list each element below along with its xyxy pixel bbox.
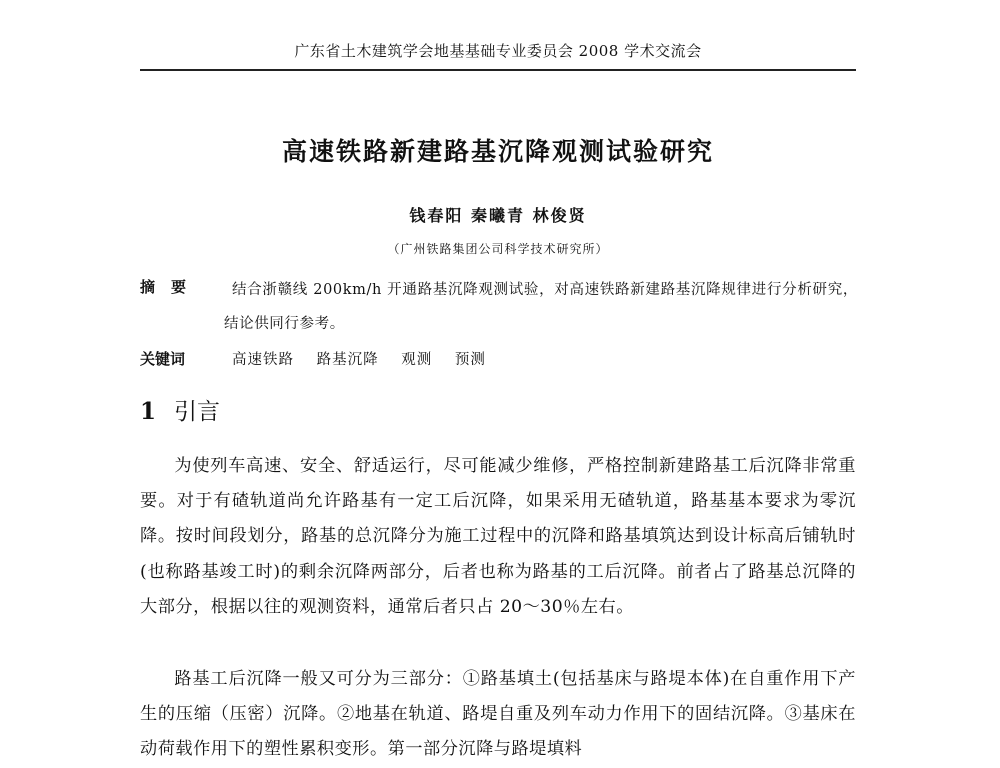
section-heading [140,393,220,426]
body-paragraph: 为使列车高速、安全、舒适运行，尽可能减少维修，严格控制新建路基工后沉降非常重要。对于有碴轨道尚允许路基有一定工后沉降，如果采用无碴轨道，路基基本要求为零沉降。按时间段划分，路基的总沉降分为施工过程中的沉降和路基填筑达到设计标高后铺轨时(也称路基竣工时)的剩余沉降两部分，后者也称为路基的工后沉降。前者占了路基总沉降的大部分，根据以往的观测资料，通常后者只占 20～30％左右。 [140,456,856,617]
section-title: 引言 [174,399,221,425]
abstract-label: 摘要 [140,278,203,296]
affiliation: （广州铁路集团公司科学技术研究所） [387,242,609,256]
author-list: 钱春阳 秦曦青 林俊贤 [409,206,587,225]
paper-title: 高速铁路新建路基沉降观测试验研究 [281,137,714,166]
keywords-label: 关键词 [140,350,186,368]
body-paragraph: 路基工后沉降一般又可分为三部分：①路基填土(包括基床与路堤本体)在自重作用下产生的压缩（压密）沉降。②地基在轨道、路堤自重及列车动力作用下的固结沉降。③基床在动荷载作用下的塑性累积变形。第一部分沉降与路堤填料 [140,669,856,760]
keyword-item: 路基沉降 [316,352,379,368]
keyword-item: 高速铁路 [232,352,294,368]
abstract-text: 结合浙赣线 200km/h 开通路基沉降观测试验，对高速铁路新建路基沉降规律进行分析研究，结论供同行参考。 [224,282,858,332]
keywords-list [232,348,504,369]
keyword-item: 预测 [454,352,486,368]
running-header: 广东省土木建筑学会地基基础专业委员会 2008 学术交流会 [294,42,702,60]
keyword-item: 观测 [401,352,433,368]
section-number: 1 [140,398,157,425]
header-rule [140,69,856,71]
